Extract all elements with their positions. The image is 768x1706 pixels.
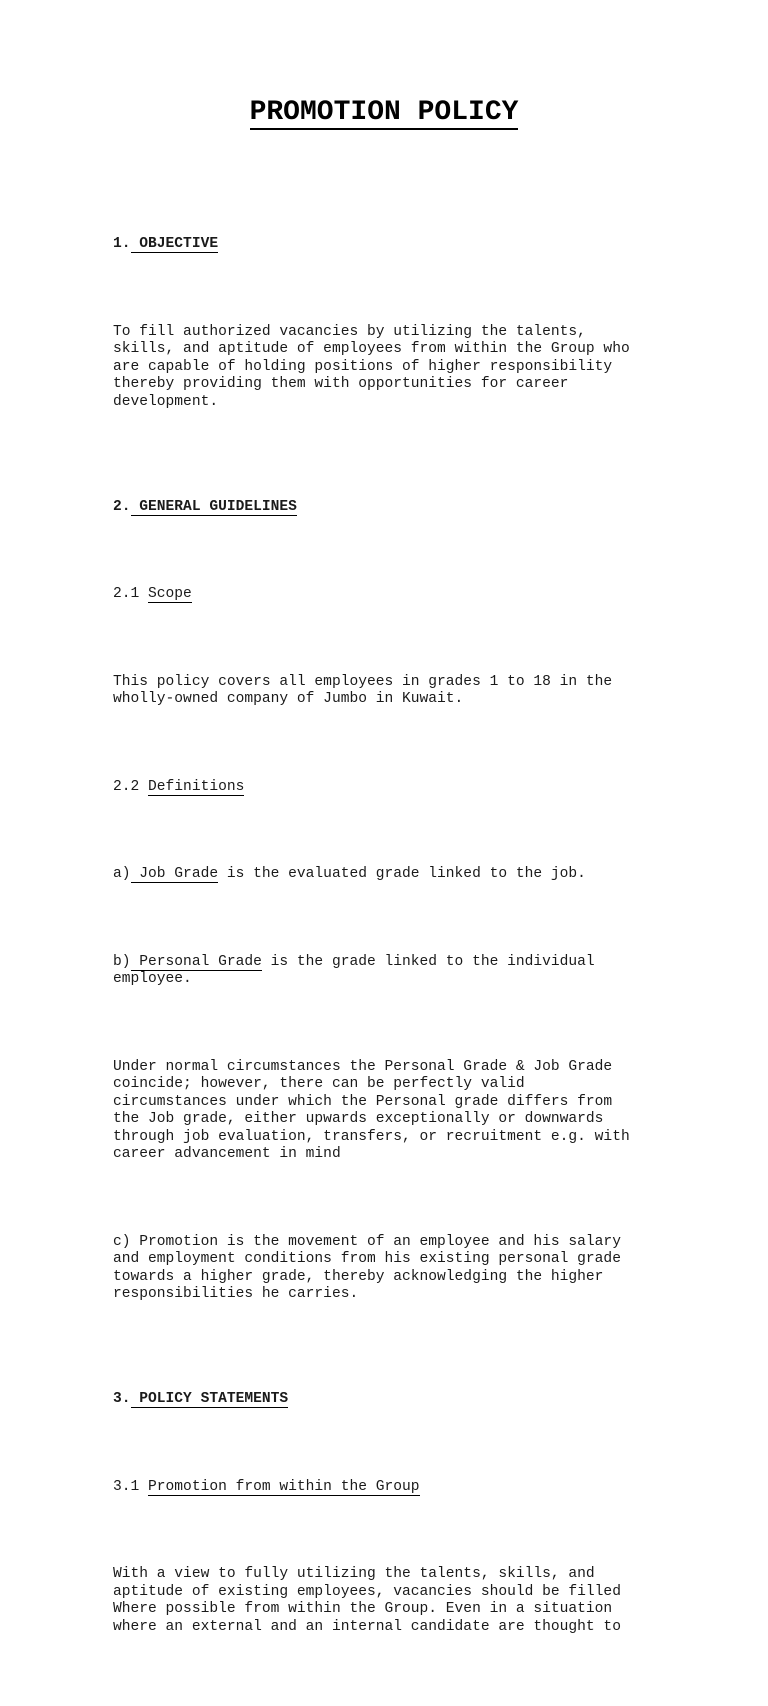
text-line: development. xyxy=(113,393,219,410)
text-line: skills, and aptitude of employees from within the Group who xyxy=(113,341,630,357)
text-line: With a view to fully utilizing the talents, skills, and xyxy=(113,1566,595,1582)
subsection-heading-definitions xyxy=(113,779,673,797)
text-line: wholly-owned company of Jumbo in Kuwait. xyxy=(113,691,464,707)
subsection-title: Definitions xyxy=(148,778,245,795)
text-line: where an external and an internal candidate are thought to xyxy=(113,1618,621,1635)
subsection-number: 3.1 xyxy=(113,1478,149,1495)
promotion-within-group-paragraph xyxy=(113,1566,673,1636)
text-line: towards a higher grade, thereby acknowledging the higher xyxy=(113,1268,604,1285)
text-line: and employment conditions from his existing personal grade xyxy=(113,1251,621,1267)
section-title: GENERAL GUIDELINES xyxy=(130,498,297,515)
definition-promotion xyxy=(113,1234,673,1304)
text-line: thereby providing them with opportunities for career xyxy=(113,376,569,392)
objective-paragraph xyxy=(113,324,673,412)
scope-paragraph xyxy=(113,674,673,709)
section-heading-policy-statements xyxy=(113,1391,673,1409)
text-line: the Job grade, either upwards exceptionally or downwards xyxy=(113,1111,604,1127)
text-line: Where possible from within the Group. Even in a situation xyxy=(113,1601,613,1617)
definition-personal-grade xyxy=(113,954,673,989)
definition-term: Job Grade xyxy=(130,866,219,882)
document-body xyxy=(113,166,673,1706)
section-number: 1. xyxy=(113,236,131,252)
section-heading-objective xyxy=(113,236,673,254)
subsection-heading-promotion-within-group xyxy=(113,1479,673,1497)
text-line: through job evaluation, transfers, or recruitment e.g. with xyxy=(113,1128,630,1145)
text-line: circumstances under which the Personal grade differs from xyxy=(113,1093,613,1110)
text-line: coincide; however, there can be perfectly valid xyxy=(113,1076,525,1092)
definition-text: is the grade linked to the individual xyxy=(261,953,595,970)
definition-prefix: a) xyxy=(113,866,131,882)
document-title: PROMOTION POLICY xyxy=(249,97,519,128)
section-heading-general-guidelines xyxy=(113,499,673,517)
subsection-title: Promotion from within the Group xyxy=(148,1478,420,1495)
section-title: POLICY STATEMENTS xyxy=(130,1391,289,1407)
subsection-number: 2.2 xyxy=(113,778,149,795)
text-line: Under normal circumstances the Personal Grade & Job Grade xyxy=(113,1058,613,1075)
subsection-heading-scope xyxy=(113,586,673,604)
text-line: This policy covers all employees in grades 1 to 18 in the xyxy=(113,673,613,690)
text-line: To fill authorized vacancies by utilizing the talents, xyxy=(113,323,586,340)
text-line: responsibilities he carries. xyxy=(113,1286,359,1302)
text-line: are capable of holding positions of higher responsibility xyxy=(113,358,613,375)
text-line: aptitude of existing employees, vacancies should be filled xyxy=(113,1583,621,1600)
section-number: 3. xyxy=(113,1391,131,1407)
text-line: career advancement in mind xyxy=(113,1146,341,1162)
section-title: OBJECTIVE xyxy=(130,236,219,252)
text-line: employee. xyxy=(113,971,192,987)
subsection-number: 2.1 xyxy=(113,586,149,602)
section-number: 2. xyxy=(113,498,131,515)
normal-circumstances-paragraph xyxy=(113,1059,673,1164)
subsection-title: Scope xyxy=(148,586,192,602)
definition-prefix: b) xyxy=(113,953,131,970)
text-line: c) Promotion is the movement of an employee and his salary xyxy=(113,1233,621,1250)
definition-term: Personal Grade xyxy=(130,953,262,970)
definition-job-grade xyxy=(113,866,673,884)
document-title-heading xyxy=(0,92,768,131)
definition-text: is the evaluated grade linked to the job. xyxy=(218,866,586,882)
